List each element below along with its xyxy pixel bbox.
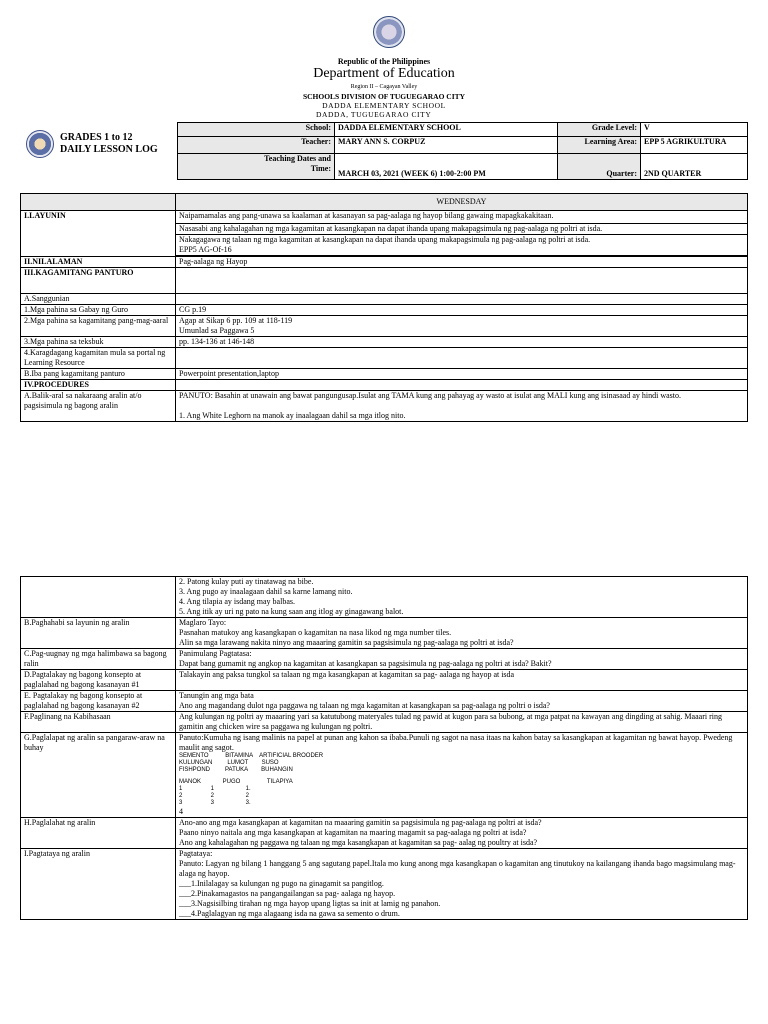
balik-aral-label: A.Balik-aral sa nakaraang aralin at/o pagsisimula ng bagong aralin (21, 391, 176, 422)
teacher-label: Teacher: (178, 137, 335, 154)
dates-label-line2: Time: (310, 164, 331, 173)
dates-value: MARCH 03, 2021 (WEEK 6) 1:00-2:00 PM (335, 154, 558, 180)
answer-row-4: 4 (179, 807, 183, 816)
continuation-label (21, 577, 176, 618)
iba-value: Powerpoint presentation,laptop (176, 369, 748, 380)
mag-aaral-value-1: Agap at Sikap 6 pp. 109 at 118-119 (179, 316, 293, 325)
objective-2: Nasasabi ang kahalagahan ng mga kagamitan at kasangkapan na dapat ihanda upang makapagsimula ng pag-aalaga ng poltri at isda. (176, 224, 748, 235)
balik-aral-item-1: 1. Ang White Leghorn na manok ay inaalagaan dahil sa mga itlog nito. (179, 411, 406, 420)
pagtataya-value (176, 849, 748, 920)
pagtataya-item-1: ___1.Inilalagay sa kulungan ng pugo na ginagamit sa pangitlog. (179, 879, 384, 888)
pagtalakay-2-line-1: Tanungin ang mga bata (179, 691, 254, 700)
answer-columns: MANOK PUGO TILAPIYA 1 1 1. 2 2 2 3 3 3. (179, 779, 293, 806)
item-4: 4. Ang tilapia ay isdang may balbas. (179, 597, 295, 606)
nilalaman-label: II.NILALAMAN (21, 257, 176, 268)
item-2: 2. Patong kulay puti ay tinatawag na bibe. (179, 577, 314, 586)
info-block (20, 122, 748, 184)
day-header: WEDNESDAY (176, 194, 748, 211)
pagtataya-label: I.Pagtataya ng aralin (21, 849, 176, 920)
pagtalakay-2-line-2: Ano ang magandang dulot nga paggawa ng talaan ng mga kagamitan at kasangkapan sa pag-aalaga ng poltri o isda? (179, 701, 550, 710)
kagamitan-label: III.KAGAMITANG PANTURO (21, 268, 176, 294)
paglalahat-line-3: Ano ang kahalagahan ng paggawa ng talaan ng mga kasangkapan at kagamitan sa pag- aalag ng poultry at isda? (179, 838, 538, 847)
mag-aaral-label: 2.Mga pahina sa kagamitang pang-mag-aaral (21, 316, 176, 337)
pagtalakay-1-value: Talakayin ang paksa tungkol sa talaan ng mga kasangkapan at kagamitan sa pag- aalaga ng hayop at isda (176, 670, 748, 691)
balik-aral-instructions: PANUTO: Basahin at unawain ang bawat pangungusap.Isulat ang TAMA kung ang pahayag ay wasto at isulat ang MALI kung ang isinasaad ay hindi wasto. (179, 391, 682, 400)
paglalapat-label: G.Paglalapat ng aralin sa pangaraw-araw na buhay (21, 733, 176, 818)
area-value: EPP 5 AGRIKULTURA (641, 137, 748, 154)
pag-uugnay-line-2: Dapat bang gumamit ng angkop na kagamitan at kasangkapan sa pagsisimula ng pag-aalaga ng poltri at isda? Bakit? (179, 659, 552, 668)
layunin-label: I.LAYUNIN (21, 211, 176, 257)
republic-line: Republic of the Philippines (337, 57, 431, 66)
paglalahat-line-1: Ano-ano ang mga kasangkapan at kagamitan na maaaring gamitin sa pagsisimula ng pag-aalaga ng poltri at isda? (179, 818, 542, 827)
department-title: Department of Education (313, 66, 455, 81)
paglinang-value: Ang kulungan ng poltri ay maaaring yari sa katutubong materyales tulad ng pawid at kugon para sa bubong, at mga patpat na kawayan ang dingding at sahig. Maaari ring gamitin ang chicken wire sa paggawa ng kulungan ng poltri. (176, 712, 748, 733)
pagtataya-item-4: ___4.Paglalagyan ng mga alagaang isda na gawa sa semento o drum. (179, 909, 400, 918)
quarter-label: Quarter: (558, 154, 641, 180)
pagtalakay-2-value (176, 691, 748, 712)
mag-aaral-value-2: Umunlad sa Paggawa 5 (179, 326, 255, 335)
paghahabi-line-1: Maglaro Tayo: (179, 618, 227, 627)
paglalahat-value (176, 818, 748, 849)
balik-aral-items (176, 577, 748, 618)
nilalaman-value: Pag-aalaga ng Hayop (176, 257, 748, 268)
info-table (177, 122, 748, 180)
region-line: Region II – Cagayan Valley (350, 84, 418, 90)
grades-line2: DAILY LESSON LOG (60, 144, 158, 155)
paglalahat-line-2: Paano ninyo naitala ang mga kasangkapan at kagamitan na maaring magamit sa pag-aalaga ng poltri at isda? (179, 828, 527, 837)
objective-code: EPP5 AG-Of-16 (179, 245, 232, 254)
pag-uugnay-label: C.Pag-uugnay ng mga halimbawa sa bagong ralin (21, 649, 176, 670)
sanggunian-label: A.Sanggunian (21, 294, 176, 305)
quarter-value: 2ND QUARTER (641, 154, 748, 180)
pag-uugnay-value (176, 649, 748, 670)
lesson-table-page1 (20, 193, 748, 422)
blank-header-cell (21, 194, 176, 211)
paglalapat-instructions: Panuto:Kumuha ng isang malinis na papel at punan ang kahon sa ibaba.Punuli ng sagot na nasa itaas na kahon batay sa kasangkapan at kagamitan ng bawat hayop. Pwedeng maulit ang sagot. (179, 733, 733, 752)
pagtalakay-2-label: E. Pagtalakay ng bagong konsepto at paglalahad ng bagong kasanayan #2 (21, 691, 176, 712)
pagtataya-item-2: ___2.Pinakamagastos na pangangailangan sa pag- aalaga ng hayop. (179, 889, 396, 898)
city-line: DADDA, TUGUEGARAO CITY (316, 110, 432, 119)
iba-label: B.Iba pang kagamitang panturo (21, 369, 176, 380)
pagtataya-title: Pagtataya: (179, 849, 213, 858)
balik-aral-value (176, 391, 748, 422)
procedures-value (176, 380, 748, 391)
teksbuk-label: 3.Mga pahina sa teksbuk (21, 337, 176, 348)
lesson-table-page2 (20, 576, 748, 920)
procedures-label: IV.PROCEDURES (21, 380, 176, 391)
objective-3-text: Nakagagawa ng talaan ng mga kagamitan at kasangkapan na dapat ihanda upang makapagsimula ng pag-aalaga ng poltri at isda. (179, 235, 591, 244)
pagtataya-item-3: ___3.Nagsisilbing tirahan ng mga hayop upang ligtas sa init at lamig ng panahon. (179, 899, 441, 908)
gabay-label: 1.Mga pahina sa Gabay ng Guro (21, 305, 176, 316)
karagdagan-value (176, 348, 748, 369)
gabay-value: CG p.19 (176, 305, 748, 316)
grades-line1: GRADES 1 to 12 (60, 132, 133, 143)
paghahabi-line-2: Pasnahan matukoy ang kasangkapan o kagamitan na nasa likod ng mga number tiles. (179, 628, 452, 637)
grade-label: Grade Level: (558, 123, 641, 137)
school-label: School: (178, 123, 335, 137)
sanggunian-value (176, 294, 748, 305)
paghahabi-label: B.Paghahabi sa layunin ng aralin (21, 618, 176, 649)
teksbuk-value: pp. 134-136 at 146-148 (176, 337, 748, 348)
school-logo (26, 130, 54, 158)
paglalapat-value (176, 733, 748, 818)
pag-uugnay-line-1: Panimulang Pagtatasa: (179, 649, 252, 658)
grades-label (60, 132, 158, 156)
division-line: SCHOOLS DIVISION OF TUGUEGARAO CITY (302, 92, 466, 101)
dates-label-line1: Teaching Dates and (264, 154, 331, 163)
school-value: DADDA ELEMENTARY SCHOOL (335, 123, 558, 137)
objective-3 (176, 235, 748, 256)
school-line: DADDA ELEMENTARY SCHOOL (322, 101, 446, 110)
item-3: 3. Ang pugo ay inaalagaan dahil sa karne lamang nito. (179, 587, 353, 596)
pagtataya-instructions: Panuto: Lagyan ng bilang 1 hanggang 5 ang sagutang papel.Itala mo kung anong mga kasangkapan o kagamitan ang tinutukoy na kailangang ihanda bago magsimulang mag- alaga ng hayop. (179, 859, 736, 878)
paghahabi-line-3: Alin sa mga larawang nakita ninyo ang maaaring gamitin sa pagsisimula ng pag-aalaga ng poltri at isda? (179, 638, 514, 647)
kagamitan-value (176, 268, 748, 294)
deped-seal (373, 16, 405, 48)
paglalahat-label: H.Paglalahat ng aralin (21, 818, 176, 849)
area-label: Learning Area: (558, 137, 641, 154)
word-bank: SEMENTO BITAMINA ARTIFICIAL BROODER KULUNGAN LUMOT SUSO FISHPOND PATUKA BUHANGIN (179, 753, 324, 773)
paglinang-label: F.Paglinang na Kabihasaan (21, 712, 176, 733)
dates-label (178, 154, 335, 180)
grade-value: V (641, 123, 748, 137)
mag-aaral-value (176, 316, 748, 337)
karagdagan-label: 4.Karagdagang kagamitan mula sa portal ng Learning Resource (21, 348, 176, 369)
paghahabi-value (176, 618, 748, 649)
pagtalakay-1-label: D.Pagtalakay ng bagong konsepto at paglalahad ng bagong kasanayan #1 (21, 670, 176, 691)
teacher-value: MARY ANN S. CORPUZ (335, 137, 558, 154)
objective-1: Naipamamalas ang pang-unawa sa kaalaman at kasanayan sa pag-aalaga ng hayop bilang gawaing mapagkakakitaan. (176, 211, 748, 224)
item-5: 5. Ang itik ay uri ng pato na kung saan ang itlog ay ginagawang balot. (179, 607, 404, 616)
